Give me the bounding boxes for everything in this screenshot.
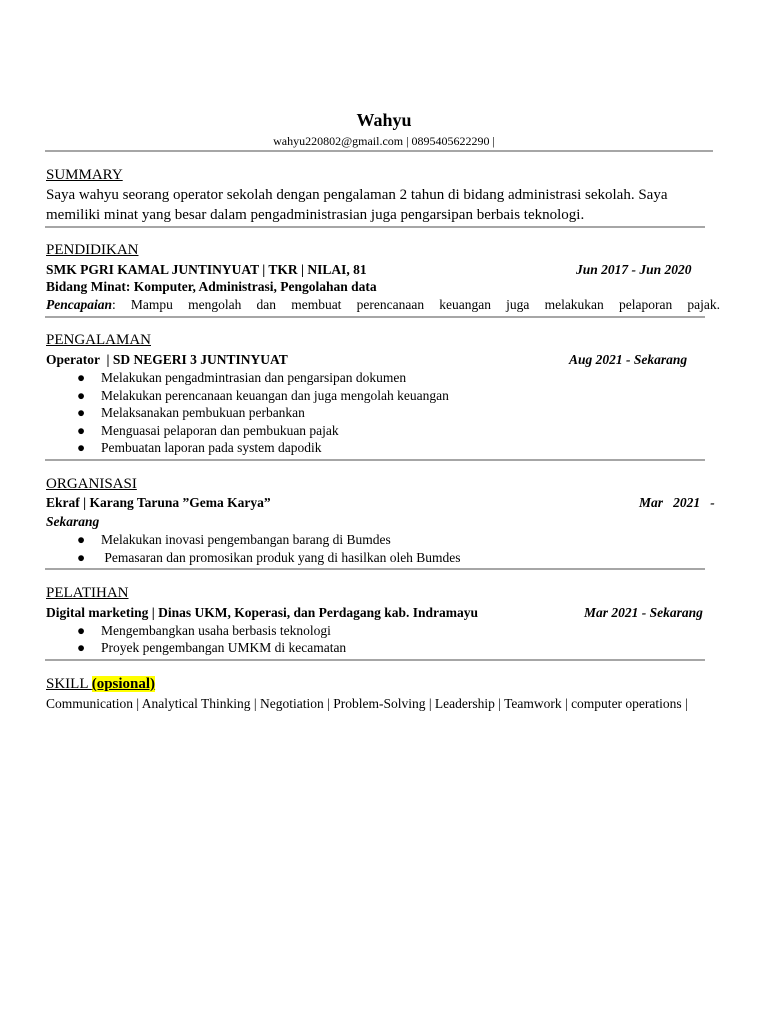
- education-school: SMK PGRI KAMAL JUNTINYUAT | TKR | NILAI, 81: [46, 262, 367, 277]
- experience-bullet: [77, 405, 305, 421]
- education-divider: [45, 316, 705, 318]
- summary-heading: SUMMARY: [46, 167, 123, 183]
- experience-title: Operator | SD NEGERI 3 JUNTINYUAT: [46, 352, 288, 367]
- experience-bullet: [77, 423, 339, 439]
- bullet-dot: ●: [77, 550, 86, 565]
- resume-name: Wahyu: [356, 110, 412, 130]
- training-bullet: [77, 623, 331, 639]
- training-date: Mar 2021 - Sekarang: [584, 605, 703, 620]
- organization-divider: [45, 568, 705, 570]
- achievement-label: Pencapaian: [46, 297, 112, 312]
- bullet-dot: ●: [77, 405, 86, 420]
- organization-date-continued: Sekarang: [46, 514, 100, 529]
- bullet-text: Melaksanakan pembukuan perbankan: [101, 405, 305, 420]
- bullet-dot: ●: [77, 388, 86, 403]
- education-date: Jun 2017 - Jun 2020: [576, 262, 692, 277]
- skills-list: Communication | Analytical Thinking | Negotiation | Problem-Solving | Leadership | Teamwork | computer operations |: [46, 696, 688, 711]
- organization-bullet: [77, 550, 461, 566]
- summary-divider: [45, 226, 705, 228]
- experience-bullet: [77, 370, 406, 386]
- bullet-text: Melakukan perencanaan keuangan dan juga mengolah keuangan: [101, 388, 449, 403]
- experience-bullet: [77, 388, 449, 404]
- bullet-text: Proyek pengembangan UMKM di kecamatan: [101, 640, 347, 655]
- bullet-dot: ●: [77, 532, 86, 547]
- experience-date: Aug 2021 - Sekarang: [569, 352, 688, 367]
- experience-divider: [45, 459, 705, 461]
- education-interest: Bidang Minat: Komputer, Administrasi, Pengolahan data: [46, 279, 377, 294]
- bullet-dot: ●: [77, 423, 86, 438]
- bullet-text: Menguasai pelaporan dan pembukuan pajak: [101, 423, 339, 438]
- organization-title: Ekraf | Karang Taruna ”Gema Karya”: [46, 495, 271, 510]
- skills-heading: SKILL: [46, 676, 92, 692]
- summary-text: Saya wahyu seorang operator sekolah dengan pengalaman 2 tahun di bidang administrasi sekolah. Saya memiliki minat yang besar dalam pengadministrasian juga pengarsipan berbais teknologi.: [46, 187, 668, 223]
- contact-line: wahyu220802@gmail.com | 0895405622290 |: [273, 134, 495, 148]
- bullet-dot: ●: [77, 640, 86, 655]
- skills-optional-note: (opsional): [91, 676, 156, 692]
- bullet-text: Mengembangkan usaha berbasis teknologi: [101, 623, 331, 638]
- bullet-text: Melakukan inovasi pengembangan barang di Bumdes: [101, 532, 391, 547]
- organization-heading: ORGANISASI: [46, 476, 137, 492]
- training-heading: PELATIHAN: [46, 585, 129, 601]
- education-heading: PENDIDIKAN: [46, 242, 139, 258]
- organization-date: Mar 2021 -: [639, 495, 715, 510]
- bullet-dot: ●: [77, 370, 86, 385]
- experience-heading: PENGALAMAN: [46, 332, 151, 348]
- achievement-text: : Mampu mengolah dan membuat perencanaan keuangan juga melakukan pelaporan pajak.: [112, 297, 720, 312]
- bullet-dot: ●: [77, 623, 86, 638]
- training-title: Digital marketing | Dinas UKM, Koperasi, dan Perdagang kab. Indramayu: [46, 605, 479, 620]
- organization-bullet: [77, 532, 391, 548]
- training-bullet: [77, 640, 346, 656]
- education-achievement: [46, 297, 720, 313]
- bullet-text: Pemasaran dan promosikan produk yang di hasilkan oleh Bumdes: [101, 550, 461, 565]
- bullet-text: Pembuatan laporan pada system dapodik: [101, 440, 322, 455]
- skills-heading-row: [46, 676, 155, 693]
- header-divider: [45, 150, 713, 152]
- bullet-text: Melakukan pengadmintrasian dan pengarsipan dokumen: [101, 370, 407, 385]
- bullet-dot: ●: [77, 440, 86, 455]
- training-divider: [45, 659, 705, 661]
- experience-bullet: [77, 440, 321, 456]
